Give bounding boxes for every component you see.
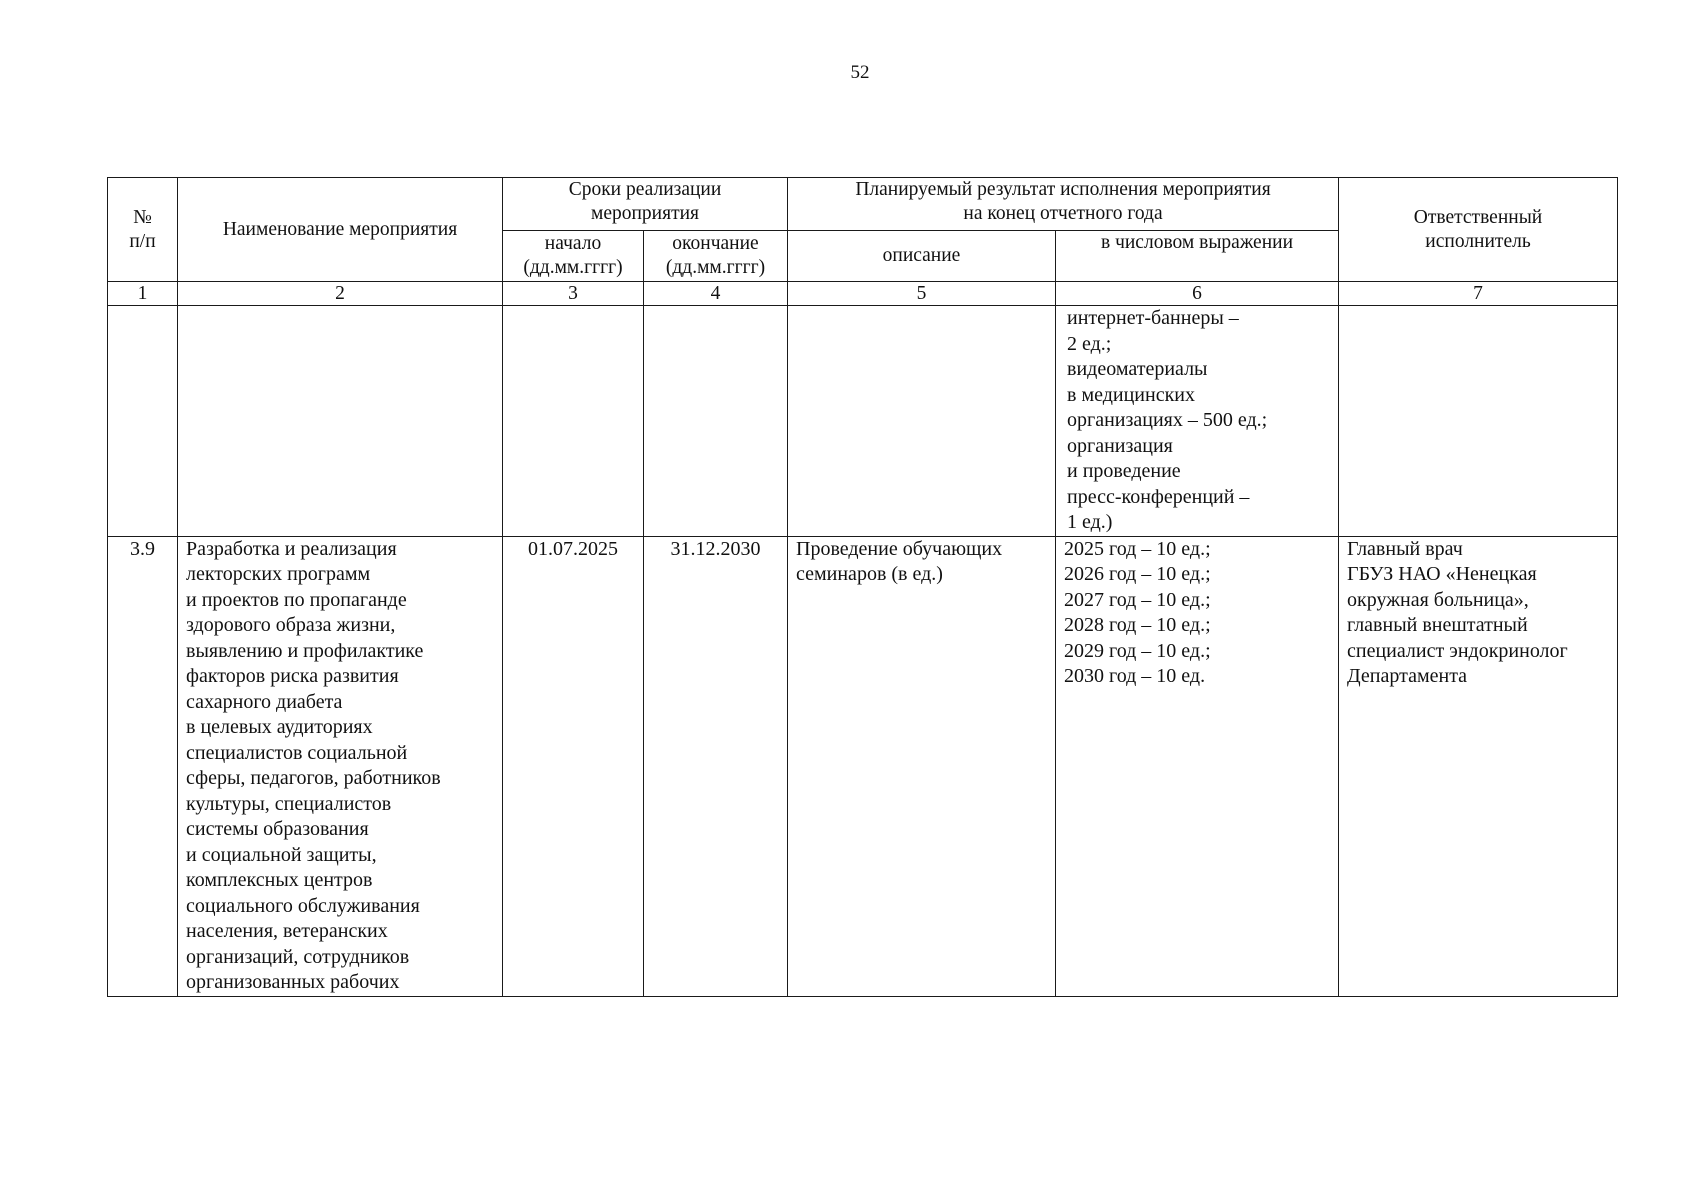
header-start-line: начало: [544, 233, 602, 254]
column-number: 5: [788, 282, 1056, 306]
header-result: [788, 178, 1339, 231]
header-start: [503, 231, 644, 282]
table-row: [108, 536, 1618, 996]
numeric-line: организация: [1067, 434, 1173, 457]
numeric-line: 2 ед.;: [1067, 332, 1112, 355]
name-line: социального обслуживания: [186, 894, 420, 917]
empty-cell: [178, 306, 503, 537]
column-number: 6: [1056, 282, 1339, 306]
numeric-line: 2030 год – 10 ед.: [1064, 665, 1206, 687]
name-line: сферы, педагогов, работников: [186, 767, 441, 789]
column-number: 1: [108, 282, 178, 306]
header-numeric: в числовом выражении: [1056, 231, 1339, 282]
column-number-row: [108, 282, 1618, 306]
header-number: [108, 178, 178, 282]
responsible-line: окружная больница»,: [1347, 588, 1529, 611]
numeric-line: 2025 год – 10 ед.;: [1064, 537, 1211, 560]
empty-cell: [108, 306, 178, 537]
header-responsible-line: Ответственный: [1413, 206, 1543, 228]
header-result-line: Планируемый результат исполнения мероприятия: [855, 179, 1271, 200]
name-line: выявлению и профилактике: [186, 639, 424, 662]
responsible-line: Департамента: [1347, 665, 1468, 687]
row-numeric-cell: [1056, 536, 1339, 996]
header-name: Наименование мероприятия: [178, 178, 503, 282]
row-end-date: 31.12.2030: [644, 536, 788, 996]
header-number-line: п/п: [129, 230, 156, 252]
numeric-line: 1 ед.): [1067, 511, 1113, 533]
events-table: [107, 177, 1618, 997]
name-line: специалистов социальной: [186, 741, 408, 764]
column-number: 3: [503, 282, 644, 306]
row-responsible-cell: [1339, 536, 1618, 996]
row-description-cell: [788, 536, 1056, 996]
header-description: описание: [788, 231, 1056, 282]
header-number-line: №: [133, 206, 152, 228]
numeric-line: пресс-конференций –: [1067, 485, 1250, 508]
name-line: системы образования: [186, 818, 369, 840]
numeric-line: организациях – 500 ед.;: [1067, 409, 1268, 431]
numeric-line: 2028 год – 10 ед.;: [1064, 614, 1211, 636]
continuation-row: [108, 306, 1618, 537]
name-line: организаций, сотрудников: [186, 945, 410, 968]
numeric-line: и проведение: [1067, 460, 1181, 482]
numeric-line: 2027 год – 10 ед.;: [1064, 588, 1211, 611]
name-line: населения, ветеранских: [186, 920, 388, 942]
column-number: 2: [178, 282, 503, 306]
name-line: здорового образа жизни,: [186, 614, 396, 636]
name-line: и проектов по пропаганде: [186, 588, 407, 611]
header-end-line: окончание: [672, 233, 759, 254]
empty-cell: [788, 306, 1056, 537]
name-line: культуры, специалистов: [186, 792, 392, 815]
column-number: 7: [1339, 282, 1618, 306]
empty-cell: [503, 306, 644, 537]
description-line: Проведение обучающих: [796, 537, 1003, 560]
numeric-line: интернет-баннеры –: [1067, 307, 1239, 329]
header-terms-line: Сроки реализации: [568, 179, 722, 200]
header-start-line: (дд.мм.гггг): [523, 257, 623, 278]
responsible-line: специалист эндокринолог: [1347, 639, 1568, 662]
header-end: [644, 231, 788, 282]
responsible-line: ГБУЗ НАО «Ненецкая: [1347, 563, 1537, 585]
numeric-line: 2029 год – 10 ед.;: [1064, 639, 1211, 662]
row-start-date: 01.07.2025: [503, 536, 644, 996]
name-line: организованных рабочих: [186, 971, 400, 993]
empty-cell: [1339, 306, 1618, 537]
name-line: и социальной защиты,: [186, 843, 377, 866]
header-result-line: на конец отчетного года: [963, 203, 1163, 224]
responsible-line: Главный врач: [1347, 537, 1463, 560]
continuation-numeric-cell: [1056, 306, 1339, 537]
row-name-cell: [178, 536, 503, 996]
header-responsible-line: исполнитель: [1425, 230, 1531, 252]
responsible-line: главный внештатный: [1347, 614, 1528, 636]
row-number-cell: 3.9: [108, 536, 178, 996]
name-line: комплексных центров: [186, 869, 373, 891]
header-responsible: [1339, 178, 1618, 282]
column-number: 4: [644, 282, 788, 306]
header-terms-line: мероприятия: [590, 203, 699, 224]
header-end-line: (дд.мм.гггг): [665, 257, 766, 278]
numeric-line: 2026 год – 10 ед.;: [1064, 563, 1211, 585]
name-line: факторов риска развития: [186, 665, 399, 687]
header-terms: [503, 178, 788, 231]
name-line: Разработка и реализация: [186, 537, 397, 560]
empty-cell: [644, 306, 788, 537]
header-row-1: [108, 178, 1618, 231]
name-line: в целевых аудиториях: [186, 716, 373, 738]
numeric-line: видеоматериалы: [1067, 358, 1208, 380]
numeric-line: в медицинских: [1067, 383, 1195, 406]
page-number: 52: [850, 62, 870, 83]
name-line: лекторских программ: [186, 563, 371, 585]
name-line: сахарного диабета: [186, 690, 343, 713]
description-line: семинаров (в ед.): [796, 563, 943, 585]
